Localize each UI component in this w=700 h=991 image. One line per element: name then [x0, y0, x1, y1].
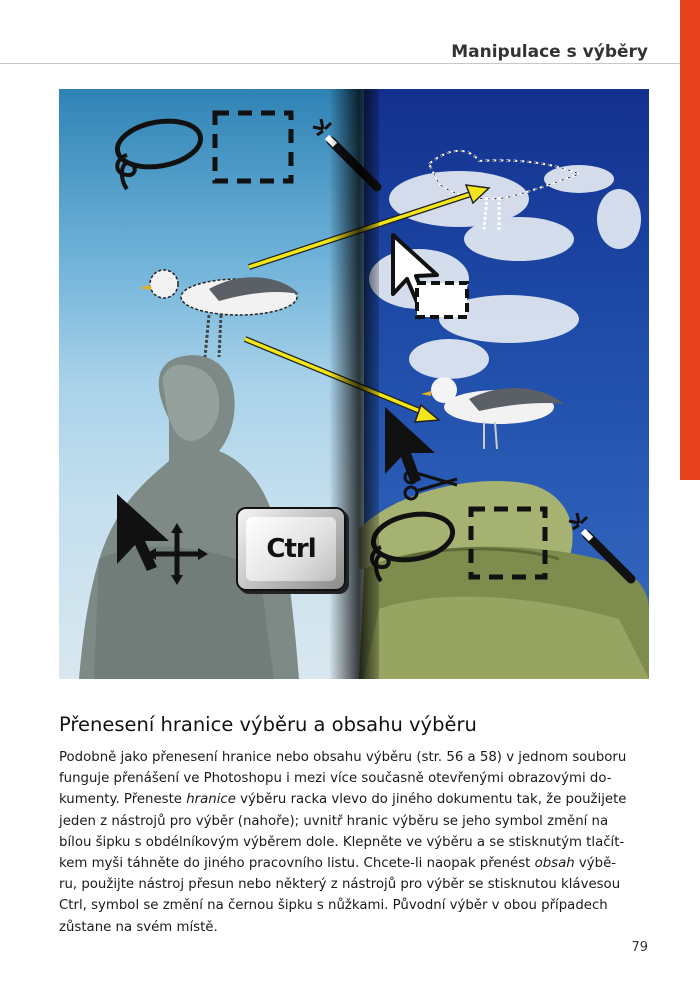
- body-text-run: Podobně jako přenesení hranice nebo obsahu výběru (str. 56 a 58) v jednom souboru: [59, 750, 627, 765]
- chapter-tab: [680, 0, 700, 480]
- emphasis-text: hranice: [186, 792, 236, 808]
- body-text-run: výběru racka vlevo do jiného dokumentu tak, že použijete: [235, 792, 627, 808]
- body-paragraph: [59, 747, 651, 938]
- body-line: [59, 874, 651, 895]
- body-text-run: funguje přenášení ve Photoshopu i mezi více současně otevřenými obrazovými do-: [59, 771, 612, 787]
- body-text-run: ru, použijte nástroj přesun nebo některý z nástrojů pro výběr se stisknutou klávesou: [59, 877, 621, 893]
- body-text-run: kumenty. Přeneste: [59, 792, 187, 808]
- ctrl-key-label: Ctrl: [266, 534, 316, 564]
- marquee-icon: [215, 113, 291, 181]
- body-text-run: Ctrl, symbol se změní na černou šipku s nůžkami. Původní výběr v obou případech: [59, 898, 608, 914]
- body-line: [59, 811, 651, 832]
- body-text-run: kem myši táhněte do jiného pracovního listu. Chcete-li naopak přenést: [59, 856, 535, 872]
- body-line: [59, 789, 651, 810]
- body-text-run: bílou šipku s obdélníkovým výběrem dole. Klepněte ve výběru a se stisknutým tlačít-: [59, 834, 625, 850]
- illustration: [59, 89, 649, 679]
- emphasis-text: obsah: [534, 856, 575, 872]
- body-line: [59, 832, 651, 853]
- running-header: Manipulace s výběry: [451, 42, 648, 62]
- body-text-run: zůstane na svém místě.: [59, 919, 218, 935]
- section-heading: Přenesení hranice výběru a obsahu výběru: [59, 713, 477, 736]
- seagull-right: [421, 377, 564, 449]
- body-line: [59, 768, 651, 789]
- body-text-run: výbě-: [574, 856, 617, 872]
- ctrl-key-icon: [236, 507, 346, 591]
- body-text-run: jeden z nástrojů pro výběr (nahoře); uvnitř hranic výběru se jeho symbol změní na: [59, 813, 609, 829]
- body-line: [59, 747, 651, 768]
- header-divider: [0, 63, 680, 64]
- ctrl-key-face: [246, 517, 336, 581]
- body-line: [59, 895, 651, 916]
- page-number: 79: [631, 940, 648, 955]
- lasso-icon: [114, 115, 204, 189]
- body-line: [59, 853, 651, 874]
- body-line: [59, 917, 651, 938]
- seagull-left: [139, 270, 299, 357]
